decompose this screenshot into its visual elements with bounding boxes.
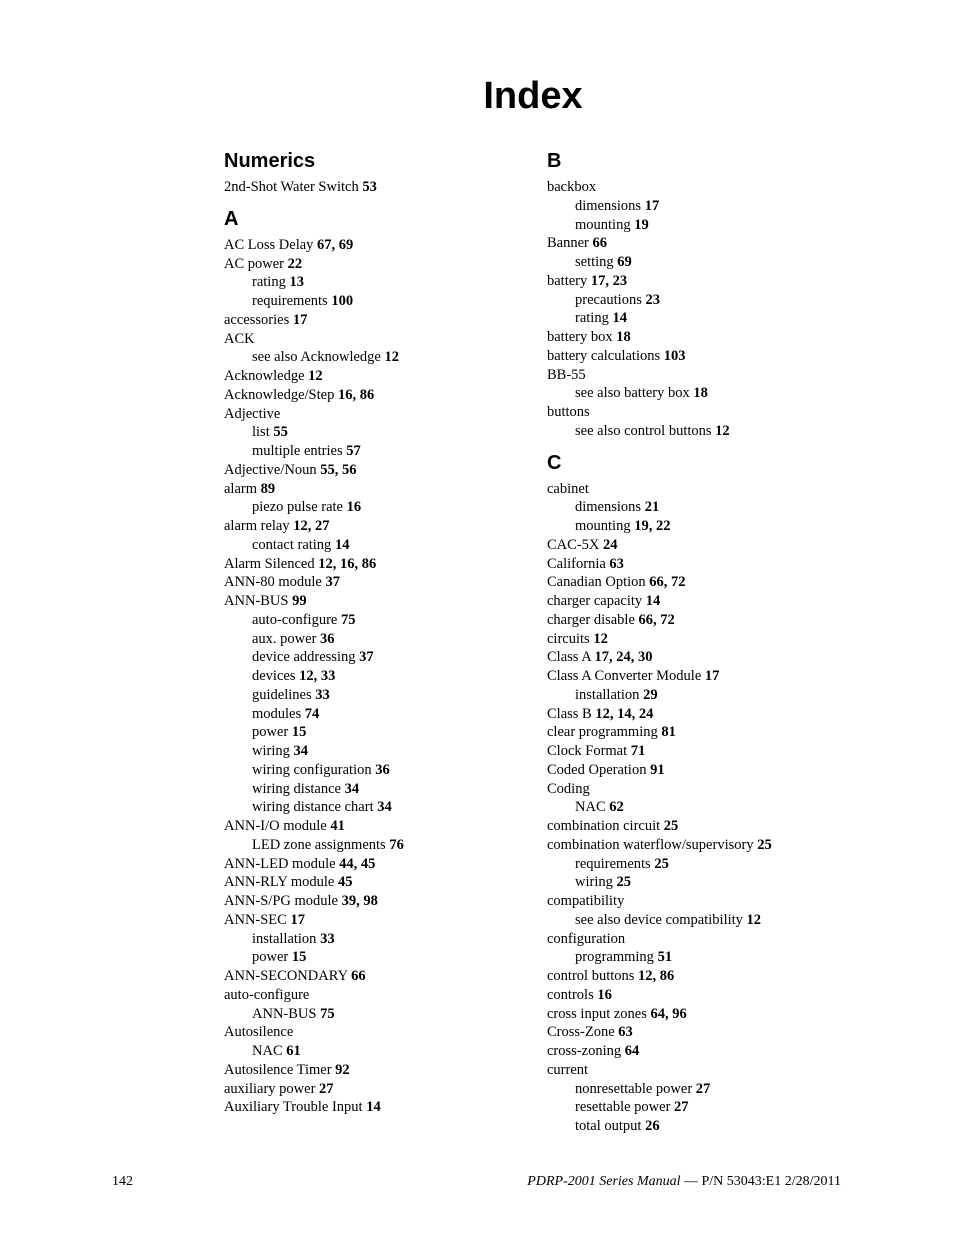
index-subentry <box>224 348 524 367</box>
index-term: buttons <box>547 404 590 420</box>
page-reference[interactable]: 23 <box>645 291 660 308</box>
index-term: ANN-80 module <box>224 574 322 591</box>
index-term: devices <box>252 668 296 684</box>
page-reference[interactable]: 17 <box>292 311 308 328</box>
page-reference[interactable]: 14 <box>645 593 661 609</box>
index-subentry <box>224 705 524 724</box>
index-subentry <box>547 1080 867 1099</box>
index-term: guidelines <box>252 686 312 703</box>
page-reference[interactable]: 17, 24, 30 <box>594 649 653 666</box>
index-term: Coding <box>547 780 590 797</box>
index-entry <box>224 1023 524 1042</box>
index-term: device addressing <box>252 649 356 666</box>
index-entry <box>547 817 867 836</box>
index-entry <box>224 1080 524 1099</box>
index-subentry <box>547 798 867 817</box>
index-entry <box>547 347 867 366</box>
index-entry <box>547 742 867 761</box>
index-term: ANN-BUS <box>252 1005 317 1022</box>
page-reference[interactable]: 44, 45 <box>339 855 376 872</box>
page-reference[interactable]: 17 <box>704 668 720 684</box>
page-reference[interactable]: 61 <box>286 1043 301 1059</box>
index-entry <box>547 1023 867 1042</box>
index-entry <box>547 536 867 555</box>
index-entry <box>547 705 867 724</box>
page-reference[interactable]: 25 <box>757 836 772 853</box>
index-term: battery box <box>547 329 613 345</box>
index-term: mounting <box>575 518 631 534</box>
page-number: 142 <box>112 1174 133 1189</box>
page-reference[interactable]: 12, 86 <box>638 968 675 984</box>
index-entry <box>547 555 867 574</box>
index-term: see also battery box <box>575 385 690 402</box>
index-entry <box>547 366 867 385</box>
index-section <box>547 450 867 1136</box>
index-term: Alarm Silenced <box>224 555 315 572</box>
index-term: Canadian Option <box>547 574 646 591</box>
page-reference[interactable]: 25 <box>654 855 669 872</box>
index-entry <box>547 667 867 686</box>
page-reference[interactable]: 21 <box>644 499 660 516</box>
index-subentry <box>547 1117 867 1136</box>
page-reference[interactable]: 14 <box>612 310 627 327</box>
page-reference[interactable]: 57 <box>346 443 361 459</box>
index-term: Auxiliary Trouble Input <box>224 1099 363 1116</box>
index-term: auxiliary power <box>224 1080 316 1097</box>
index-term: ANN-RLY module <box>224 874 335 891</box>
index-entry <box>224 967 524 986</box>
page-reference[interactable]: 64, 96 <box>650 1005 687 1022</box>
page-reference[interactable]: 25 <box>616 874 631 891</box>
index-entry <box>224 817 524 836</box>
index-term: accessories <box>224 311 290 328</box>
index-entry <box>224 367 524 386</box>
index-term: Acknowledge <box>224 368 305 384</box>
page-reference[interactable]: 99 <box>292 593 307 609</box>
page-reference[interactable]: 33 <box>320 930 335 947</box>
page-reference[interactable]: 51 <box>657 949 673 966</box>
page-reference[interactable]: 41 <box>330 818 345 834</box>
index-subentry <box>547 291 867 310</box>
index-subentry <box>547 517 867 536</box>
index-term: wiring configuration <box>252 761 372 778</box>
index-term: rating <box>575 310 609 327</box>
index-subentry <box>224 798 524 817</box>
index-subentry <box>547 216 867 235</box>
index-term: programming <box>575 949 654 966</box>
section-heading: Numerics <box>224 150 316 172</box>
page-reference[interactable]: 27 <box>674 1099 689 1116</box>
index-subentry <box>547 498 867 517</box>
index-term: see also control buttons <box>575 422 712 439</box>
page-reference[interactable]: 37 <box>359 649 374 666</box>
page-reference[interactable]: 89 <box>260 480 276 497</box>
index-term: installation <box>575 686 640 703</box>
page-reference[interactable]: 33 <box>315 686 330 703</box>
index-section <box>224 148 524 197</box>
index-term: requirements <box>252 293 328 309</box>
page-reference[interactable]: 75 <box>340 611 356 628</box>
index-section <box>224 206 524 1117</box>
index-term: CAC-5X <box>547 536 600 553</box>
page-reference[interactable]: 17, 23 <box>590 272 628 289</box>
page-reference[interactable]: 12 <box>308 368 323 384</box>
index-term: auto-configure <box>252 611 338 628</box>
index-term: precautions <box>575 291 642 308</box>
index-term: battery <box>547 272 588 289</box>
index-subentry <box>547 253 867 272</box>
index-entry <box>224 255 524 274</box>
footer-document-info <box>527 1173 841 1191</box>
page-reference[interactable]: 26 <box>645 1118 660 1134</box>
index-entry <box>224 386 524 405</box>
index-term: 2nd-Shot Water Switch <box>224 179 359 195</box>
page-reference[interactable]: 18 <box>616 329 631 345</box>
page-reference[interactable]: 76 <box>389 836 404 853</box>
index-term: Coded Operation <box>547 761 647 778</box>
index-term: dimensions <box>575 499 642 516</box>
manual-title: PDRP-2001 Series Manual <box>527 1174 681 1189</box>
index-entry <box>547 592 867 611</box>
index-term: control buttons <box>547 968 635 984</box>
index-entry <box>547 403 867 422</box>
page-reference[interactable]: 22 <box>287 255 303 272</box>
index-subentry <box>224 442 524 461</box>
page-reference[interactable]: 81 <box>661 724 676 741</box>
page-reference[interactable]: 55 <box>273 424 288 441</box>
index-term: ANN-I/O module <box>224 818 327 834</box>
index-entry <box>547 648 867 667</box>
page-reference[interactable]: 63 <box>609 555 624 572</box>
index-entry <box>547 930 867 949</box>
page-reference[interactable]: 27 <box>695 1080 711 1097</box>
index-subentry <box>224 930 524 949</box>
index-term: total output <box>575 1118 642 1134</box>
index-term: controls <box>547 986 594 1003</box>
page-reference[interactable]: 34 <box>293 743 308 759</box>
index-entry <box>224 517 524 536</box>
index-term: BB-55 <box>547 366 586 383</box>
index-term: rating <box>252 274 286 291</box>
index-entry <box>224 855 524 874</box>
index-term: Banner <box>547 235 589 252</box>
page-reference[interactable]: 12 <box>384 349 399 366</box>
index-term: wiring distance chart <box>252 799 374 816</box>
page-reference[interactable]: 36 <box>375 761 390 778</box>
page-reference[interactable]: 14 <box>334 536 350 553</box>
index-subentry <box>224 1005 524 1024</box>
index-subentry <box>224 1042 524 1061</box>
index-subentry <box>224 667 524 686</box>
index-term: California <box>547 555 606 572</box>
index-entry <box>224 873 524 892</box>
page-reference[interactable]: 55, 56 <box>320 461 357 478</box>
index-term: NAC <box>575 799 606 816</box>
index-entry <box>547 986 867 1005</box>
index-term: mounting <box>575 216 631 233</box>
index-term: Adjective/Noun <box>224 461 317 478</box>
page-reference[interactable]: 100 <box>331 293 354 309</box>
section-heading: B <box>547 150 562 172</box>
page-reference[interactable]: 24 <box>603 536 618 553</box>
section-heading: A <box>224 207 239 230</box>
index-term: compatibility <box>547 893 625 909</box>
index-entry <box>547 836 867 855</box>
page-reference[interactable]: 12 <box>746 911 762 928</box>
page-reference[interactable]: 27 <box>319 1080 334 1097</box>
index-entry <box>224 555 524 574</box>
index-term: Class A Converter Module <box>547 668 702 684</box>
index-subentry <box>224 723 524 742</box>
page-reference[interactable]: 75 <box>320 1005 335 1022</box>
page-reference[interactable]: 67, 69 <box>317 236 354 253</box>
index-term: backbox <box>547 179 597 195</box>
index-term: Autosilence Timer <box>224 1061 332 1078</box>
page-reference[interactable]: 37 <box>325 574 340 591</box>
page-reference[interactable]: 92 <box>335 1061 350 1078</box>
page-reference[interactable]: 12 <box>715 422 730 439</box>
page-reference[interactable]: 17 <box>644 197 660 214</box>
index-subentry <box>224 742 524 761</box>
page-reference[interactable]: 66, 72 <box>638 611 675 628</box>
index-term: alarm <box>224 480 258 497</box>
index-entry <box>224 911 524 930</box>
index-entry <box>224 330 524 349</box>
page-reference[interactable]: 29 <box>643 686 658 703</box>
page-reference[interactable]: 45 <box>338 874 353 891</box>
index-entry <box>547 328 867 347</box>
page-reference[interactable]: 62 <box>609 799 624 816</box>
index-subentry <box>224 423 524 442</box>
section-heading: C <box>547 451 562 474</box>
index-subentry <box>547 309 867 328</box>
page-reference[interactable]: 19, 22 <box>634 518 671 534</box>
page-reference[interactable]: 14 <box>366 1099 381 1116</box>
index-term: dimensions <box>575 197 642 214</box>
index-term: Acknowledge/Step <box>224 386 335 403</box>
index-subentry <box>224 780 524 799</box>
index-term: nonresettable power <box>575 1080 693 1097</box>
index-entry <box>224 592 524 611</box>
index-term: setting <box>575 254 614 270</box>
index-term: Class A <box>547 649 591 666</box>
index-term: NAC <box>252 1043 283 1059</box>
index-subentry <box>547 686 867 705</box>
index-term: cross-zoning <box>547 1043 622 1059</box>
index-subentry <box>224 498 524 517</box>
index-entry <box>224 986 524 1005</box>
index-subentry <box>547 384 867 403</box>
index-term: contact rating <box>252 536 332 553</box>
page-reference[interactable]: 74 <box>304 705 320 722</box>
index-entry <box>547 892 867 911</box>
index-entry <box>547 178 867 197</box>
index-term: resettable power <box>575 1099 671 1116</box>
index-term: combination waterflow/supervisory <box>547 836 754 853</box>
page-reference[interactable]: 12, 16, 86 <box>318 555 377 572</box>
index-term: Class B <box>547 705 592 722</box>
page-reference[interactable]: 36 <box>320 630 335 647</box>
index-term: multiple entries <box>252 443 343 459</box>
page-reference[interactable]: 18 <box>693 385 708 402</box>
index-subentry <box>224 630 524 649</box>
index-term: auto-configure <box>224 986 310 1003</box>
index-term: AC Loss Delay <box>224 236 314 253</box>
index-term: ANN-SECONDARY <box>224 968 348 984</box>
index-entry <box>224 405 524 424</box>
index-term: piezo pulse rate <box>252 499 343 516</box>
index-entry <box>224 892 524 911</box>
page-reference[interactable]: 25 <box>663 818 679 834</box>
index-term: Clock Format <box>547 743 628 759</box>
index-term: aux. power <box>252 630 317 647</box>
index-term: configuration <box>547 930 626 947</box>
index-entry <box>547 480 867 499</box>
page-reference[interactable]: 69 <box>617 254 632 270</box>
index-entry <box>547 272 867 291</box>
page-title: Index <box>483 75 583 117</box>
index-entry <box>547 1061 867 1080</box>
index-subentry <box>224 292 524 311</box>
page-reference[interactable]: 34 <box>344 780 360 797</box>
index-subentry <box>547 948 867 967</box>
index-subentry <box>224 536 524 555</box>
index-entry <box>547 723 867 742</box>
page-reference[interactable]: 34 <box>377 799 392 816</box>
page-reference[interactable]: 16 <box>346 499 362 516</box>
index-term: clear programming <box>547 724 658 741</box>
index-term: Adjective <box>224 405 281 422</box>
index-term: installation <box>252 930 317 947</box>
page-reference[interactable]: 19 <box>634 216 649 233</box>
footer-separator: — <box>680 1174 702 1189</box>
page-reference[interactable]: 15 <box>291 949 307 966</box>
index-entry <box>224 461 524 480</box>
index-entry <box>547 573 867 592</box>
page-reference[interactable]: 12, 27 <box>293 518 330 534</box>
index-subentry <box>224 273 524 292</box>
index-section <box>547 148 867 441</box>
index-term: ANN-LED module <box>224 855 336 872</box>
page-reference[interactable]: 63 <box>618 1024 633 1041</box>
index-term: ANN-BUS <box>224 593 289 609</box>
index-entry <box>224 480 524 499</box>
index-subentry <box>547 873 867 892</box>
index-entry <box>224 311 524 330</box>
index-subentry <box>224 761 524 780</box>
index-subentry <box>547 855 867 874</box>
index-term: wiring distance <box>252 780 341 797</box>
index-term: charger capacity <box>547 593 643 609</box>
index-term: power <box>252 724 289 741</box>
index-entry <box>547 967 867 986</box>
index-entry <box>547 1005 867 1024</box>
index-term: combination circuit <box>547 818 661 834</box>
index-subentry <box>547 911 867 930</box>
index-term: ANN-S/PG module <box>224 893 338 909</box>
index-term: list <box>252 424 270 441</box>
index-term: Cross-Zone <box>547 1024 615 1041</box>
index-term: ACK <box>224 330 255 347</box>
page-reference[interactable]: 39, 98 <box>341 893 378 909</box>
index-entry <box>547 630 867 649</box>
index-term: alarm relay <box>224 518 290 534</box>
index-entry <box>224 573 524 592</box>
index-term: Autosilence <box>224 1024 294 1041</box>
index-subentry <box>224 836 524 855</box>
index-term: current <box>547 1061 589 1078</box>
index-subentry <box>547 197 867 216</box>
index-term: circuits <box>547 630 590 647</box>
index-entry <box>224 236 524 255</box>
index-term: see also device compatibility <box>575 911 743 928</box>
index-subentry <box>224 948 524 967</box>
page-reference[interactable]: 16 <box>597 986 612 1003</box>
page-reference[interactable]: 13 <box>289 274 304 291</box>
index-subentry <box>224 686 524 705</box>
index-entry <box>224 178 524 197</box>
page-reference[interactable]: 64 <box>624 1043 640 1059</box>
index-entry <box>224 1098 524 1117</box>
index-term: requirements <box>575 855 651 872</box>
index-column-right <box>547 148 867 1136</box>
page-reference[interactable]: 103 <box>663 347 686 364</box>
page-reference[interactable]: 12, 14, 24 <box>595 705 654 722</box>
index-subentry <box>547 422 867 441</box>
index-term: modules <box>252 705 302 722</box>
index-column-left <box>224 148 524 1117</box>
index-term: AC power <box>224 255 285 272</box>
index-entry <box>547 611 867 630</box>
page-reference[interactable]: 91 <box>650 761 665 778</box>
page-reference[interactable]: 16, 86 <box>337 386 375 403</box>
page-reference[interactable]: 66 <box>592 235 607 252</box>
index-term: power <box>252 949 289 966</box>
page-reference[interactable]: 12, 33 <box>299 668 336 684</box>
page-reference[interactable]: 71 <box>630 743 646 759</box>
index-term: LED zone assignments <box>252 836 386 853</box>
index-term: see also Acknowledge <box>252 349 381 366</box>
index-subentry <box>224 611 524 630</box>
page-reference[interactable]: 66, 72 <box>649 574 686 591</box>
index-entry <box>224 1061 524 1080</box>
page-reference[interactable]: 66 <box>351 968 366 984</box>
index-term: battery calculations <box>547 347 661 364</box>
part-number-date: P/N 53043:E1 2/28/2011 <box>701 1174 841 1189</box>
index-term: ANN-SEC <box>224 911 287 928</box>
index-subentry <box>224 648 524 667</box>
page-reference[interactable]: 53 <box>362 179 377 195</box>
page-reference[interactable]: 17 <box>290 911 305 928</box>
index-entry <box>547 761 867 780</box>
index-term: cross input zones <box>547 1005 647 1022</box>
index-subentry <box>547 1098 867 1117</box>
index-entry <box>547 780 867 799</box>
index-term: wiring <box>575 874 613 891</box>
index-entry <box>547 234 867 253</box>
index-term: wiring <box>252 743 290 759</box>
page-reference[interactable]: 15 <box>291 724 307 741</box>
page-reference[interactable]: 12 <box>593 630 608 647</box>
index-term: cabinet <box>547 480 589 497</box>
index-term: charger disable <box>547 611 635 628</box>
index-entry <box>547 1042 867 1061</box>
